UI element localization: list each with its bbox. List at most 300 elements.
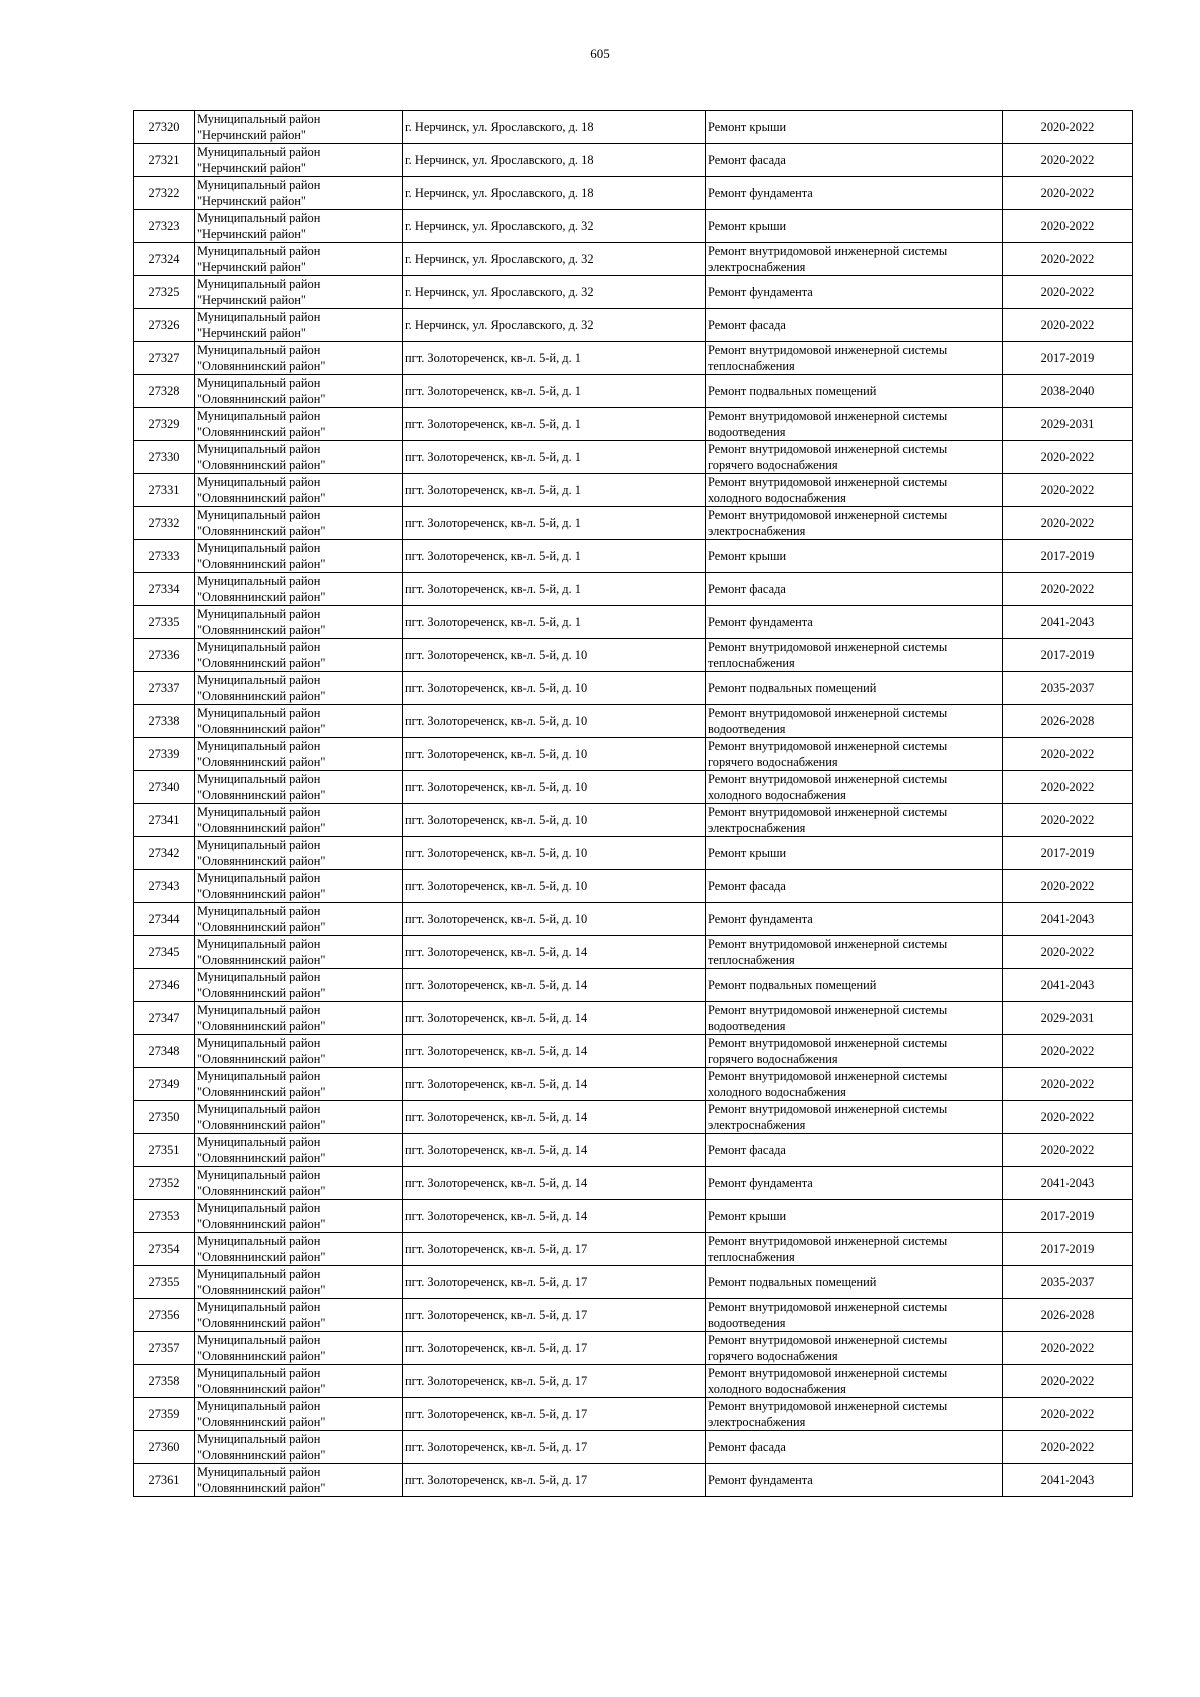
municipality-line-1: Муниципальный район — [197, 1300, 321, 1314]
municipality-cell — [195, 1035, 403, 1068]
municipality-line-1: Муниципальный район — [197, 772, 321, 786]
period-cell: 2020-2022 — [1003, 177, 1133, 210]
municipality-line-2: "Оловяннинский район" — [197, 1415, 326, 1429]
address-cell: г. Нерчинск, ул. Ярославского, д. 18 — [403, 144, 706, 177]
row-number: 27356 — [134, 1299, 195, 1332]
work-type-cell: Ремонт внутридомовой инженерной системы горячего водоснабжения — [706, 1035, 1003, 1068]
table-row — [134, 936, 1133, 969]
address-cell: пгт. Золотореченск, кв-л. 5-й, д. 17 — [403, 1299, 706, 1332]
row-number: 27345 — [134, 936, 195, 969]
municipality-line-1: Муниципальный район — [197, 1036, 321, 1050]
table-row — [134, 111, 1133, 144]
municipality-line-2: "Оловяннинский район" — [197, 1019, 326, 1033]
municipality-cell — [195, 375, 403, 408]
work-type-cell: Ремонт внутридомовой инженерной системы водоотведения — [706, 705, 1003, 738]
municipality-line-2: "Оловяннинский район" — [197, 392, 326, 406]
table-row — [134, 1167, 1133, 1200]
period-cell: 2017-2019 — [1003, 639, 1133, 672]
municipality-line-2: "Оловяннинский район" — [197, 1448, 326, 1462]
table-row — [134, 837, 1133, 870]
row-number: 27339 — [134, 738, 195, 771]
address-cell: г. Нерчинск, ул. Ярославского, д. 32 — [403, 309, 706, 342]
row-number: 27334 — [134, 573, 195, 606]
page-number: 605 — [590, 46, 610, 61]
address-cell: пгт. Золотореченск, кв-л. 5-й, д. 1 — [403, 606, 706, 639]
row-number: 27335 — [134, 606, 195, 639]
period-cell: 2041-2043 — [1003, 606, 1133, 639]
address-cell: пгт. Золотореченск, кв-л. 5-й, д. 10 — [403, 870, 706, 903]
table-row — [134, 771, 1133, 804]
municipality-line-1: Муниципальный район — [197, 475, 321, 489]
period-cell: 2017-2019 — [1003, 342, 1133, 375]
table-row — [134, 1431, 1133, 1464]
address-cell: пгт. Золотореченск, кв-л. 5-й, д. 14 — [403, 1167, 706, 1200]
municipality-line-1: Муниципальный район — [197, 970, 321, 984]
municipality-line-2: "Оловяннинский район" — [197, 1052, 326, 1066]
work-type-cell: Ремонт крыши — [706, 210, 1003, 243]
municipality-line-2: "Нерчинский район" — [197, 161, 306, 175]
work-type-cell: Ремонт крыши — [706, 1200, 1003, 1233]
period-cell: 2020-2022 — [1003, 1101, 1133, 1134]
row-number: 27347 — [134, 1002, 195, 1035]
municipality-line-1: Муниципальный район — [197, 409, 321, 423]
municipality-line-2: "Оловяннинский район" — [197, 755, 326, 769]
municipality-line-2: "Оловяннинский район" — [197, 590, 326, 604]
address-cell: пгт. Золотореченск, кв-л. 5-й, д. 17 — [403, 1398, 706, 1431]
work-type-cell: Ремонт внутридомовой инженерной системы горячего водоснабжения — [706, 1332, 1003, 1365]
period-cell: 2020-2022 — [1003, 507, 1133, 540]
municipality-cell — [195, 1134, 403, 1167]
row-number: 27337 — [134, 672, 195, 705]
municipality-cell — [195, 672, 403, 705]
address-cell: пгт. Золотореченск, кв-л. 5-й, д. 14 — [403, 936, 706, 969]
work-type-cell: Ремонт подвальных помещений — [706, 375, 1003, 408]
work-type-cell: Ремонт внутридомовой инженерной системы горячего водоснабжения — [706, 441, 1003, 474]
period-cell: 2017-2019 — [1003, 540, 1133, 573]
table-row — [134, 1332, 1133, 1365]
address-cell: пгт. Золотореченск, кв-л. 5-й, д. 1 — [403, 408, 706, 441]
period-cell: 2020-2022 — [1003, 738, 1133, 771]
municipality-cell — [195, 1101, 403, 1134]
municipality-line-1: Муниципальный район — [197, 574, 321, 588]
municipality-line-1: Муниципальный район — [197, 1003, 321, 1017]
work-type-cell: Ремонт фасада — [706, 870, 1003, 903]
municipality-line-2: "Оловяннинский район" — [197, 887, 326, 901]
period-cell: 2020-2022 — [1003, 1431, 1133, 1464]
municipality-line-1: Муниципальный район — [197, 1432, 321, 1446]
address-cell: г. Нерчинск, ул. Ярославского, д. 32 — [403, 243, 706, 276]
address-cell: пгт. Золотореченск, кв-л. 5-й, д. 10 — [403, 903, 706, 936]
municipality-cell — [195, 1398, 403, 1431]
municipality-cell — [195, 1365, 403, 1398]
table-row — [134, 1200, 1133, 1233]
period-cell: 2026-2028 — [1003, 1299, 1133, 1332]
municipality-cell — [195, 441, 403, 474]
municipality-cell — [195, 705, 403, 738]
address-cell: пгт. Золотореченск, кв-л. 5-й, д. 10 — [403, 672, 706, 705]
work-type-cell: Ремонт фасада — [706, 309, 1003, 342]
municipality-line-1: Муниципальный район — [197, 343, 321, 357]
period-cell: 2041-2043 — [1003, 1167, 1133, 1200]
period-cell: 2026-2028 — [1003, 705, 1133, 738]
municipality-line-1: Муниципальный район — [197, 1399, 321, 1413]
municipality-line-2: "Нерчинский район" — [197, 128, 306, 142]
row-number: 27344 — [134, 903, 195, 936]
municipality-cell — [195, 1002, 403, 1035]
municipality-cell — [195, 1068, 403, 1101]
municipality-cell — [195, 936, 403, 969]
period-cell: 2035-2037 — [1003, 672, 1133, 705]
municipality-cell — [195, 1167, 403, 1200]
work-type-cell: Ремонт фундамента — [706, 903, 1003, 936]
municipality-cell — [195, 573, 403, 606]
row-number: 27333 — [134, 540, 195, 573]
row-number: 27325 — [134, 276, 195, 309]
municipality-cell — [195, 111, 403, 144]
municipality-line-1: Муниципальный район — [197, 937, 321, 951]
table-row — [134, 1233, 1133, 1266]
address-cell: пгт. Золотореченск, кв-л. 5-й, д. 14 — [403, 1101, 706, 1134]
municipality-line-1: Муниципальный район — [197, 706, 321, 720]
municipality-line-1: Муниципальный район — [197, 244, 321, 258]
table-row — [134, 474, 1133, 507]
table-row — [134, 738, 1133, 771]
table-body — [134, 111, 1133, 1497]
period-cell: 2020-2022 — [1003, 441, 1133, 474]
period-cell: 2020-2022 — [1003, 573, 1133, 606]
work-type-cell: Ремонт фундамента — [706, 606, 1003, 639]
table-row — [134, 375, 1133, 408]
row-number: 27342 — [134, 837, 195, 870]
municipality-line-1: Муниципальный район — [197, 541, 321, 555]
municipality-line-2: "Оловяннинский район" — [197, 1316, 326, 1330]
municipality-line-2: "Нерчинский район" — [197, 227, 306, 241]
municipality-line-2: "Оловяннинский район" — [197, 1085, 326, 1099]
municipality-cell — [195, 1200, 403, 1233]
municipality-line-1: Муниципальный район — [197, 871, 321, 885]
municipality-cell — [195, 474, 403, 507]
period-cell: 2038-2040 — [1003, 375, 1133, 408]
municipality-line-1: Муниципальный район — [197, 805, 321, 819]
period-cell: 2017-2019 — [1003, 1233, 1133, 1266]
table-row — [134, 606, 1133, 639]
work-type-cell: Ремонт внутридомовой инженерной системы электроснабжения — [706, 804, 1003, 837]
period-cell: 2020-2022 — [1003, 474, 1133, 507]
address-cell: г. Нерчинск, ул. Ярославского, д. 18 — [403, 111, 706, 144]
work-type-cell: Ремонт фундамента — [706, 276, 1003, 309]
work-type-cell: Ремонт внутридомовой инженерной системы теплоснабжения — [706, 1233, 1003, 1266]
work-type-cell: Ремонт внутридомовой инженерной системы теплоснабжения — [706, 639, 1003, 672]
address-cell: пгт. Золотореченск, кв-л. 5-й, д. 17 — [403, 1266, 706, 1299]
municipality-cell — [195, 1464, 403, 1497]
period-cell: 2029-2031 — [1003, 1002, 1133, 1035]
row-number: 27322 — [134, 177, 195, 210]
municipality-line-1: Муниципальный район — [197, 640, 321, 654]
row-number: 27324 — [134, 243, 195, 276]
address-cell: г. Нерчинск, ул. Ярославского, д. 32 — [403, 276, 706, 309]
period-cell: 2020-2022 — [1003, 1332, 1133, 1365]
period-cell: 2041-2043 — [1003, 903, 1133, 936]
work-type-cell: Ремонт подвальных помещений — [706, 969, 1003, 1002]
municipality-cell — [195, 903, 403, 936]
municipality-cell — [195, 738, 403, 771]
municipality-line-2: "Оловяннинский район" — [197, 986, 326, 1000]
municipality-line-2: "Оловяннинский район" — [197, 854, 326, 868]
table-row — [134, 1134, 1133, 1167]
address-cell: пгт. Золотореченск, кв-л. 5-й, д. 14 — [403, 1200, 706, 1233]
municipality-line-1: Муниципальный район — [197, 1333, 321, 1347]
table-row — [134, 540, 1133, 573]
address-cell: пгт. Золотореченск, кв-л. 5-й, д. 1 — [403, 342, 706, 375]
row-number: 27341 — [134, 804, 195, 837]
row-number: 27328 — [134, 375, 195, 408]
table-row — [134, 1002, 1133, 1035]
municipality-line-1: Муниципальный район — [197, 112, 321, 126]
municipality-line-2: "Оловяннинский район" — [197, 623, 326, 637]
table-row — [134, 1101, 1133, 1134]
period-cell: 2041-2043 — [1003, 969, 1133, 1002]
period-cell: 2020-2022 — [1003, 870, 1133, 903]
municipality-cell — [195, 408, 403, 441]
work-type-cell: Ремонт подвальных помещений — [706, 672, 1003, 705]
row-number: 27336 — [134, 639, 195, 672]
period-cell: 2020-2022 — [1003, 210, 1133, 243]
row-number: 27321 — [134, 144, 195, 177]
table-row — [134, 804, 1133, 837]
municipality-line-1: Муниципальный район — [197, 277, 321, 291]
municipality-cell — [195, 606, 403, 639]
municipality-line-2: "Нерчинский район" — [197, 326, 306, 340]
municipality-cell — [195, 1233, 403, 1266]
municipality-line-2: "Оловяннинский район" — [197, 1481, 326, 1495]
work-type-cell: Ремонт внутридомовой инженерной системы холодного водоснабжения — [706, 1068, 1003, 1101]
period-cell: 2017-2019 — [1003, 1200, 1133, 1233]
table-row — [134, 1398, 1133, 1431]
municipality-line-2: "Оловяннинский район" — [197, 359, 326, 373]
municipality-cell — [195, 507, 403, 540]
municipality-line-1: Муниципальный район — [197, 1366, 321, 1380]
row-number: 27331 — [134, 474, 195, 507]
table-row — [134, 177, 1133, 210]
address-cell: пгт. Золотореченск, кв-л. 5-й, д. 10 — [403, 804, 706, 837]
municipality-line-1: Муниципальный район — [197, 673, 321, 687]
municipality-line-2: "Оловяннинский район" — [197, 425, 326, 439]
period-cell: 2020-2022 — [1003, 1365, 1133, 1398]
municipality-line-2: "Оловяннинский район" — [197, 557, 326, 571]
row-number: 27354 — [134, 1233, 195, 1266]
municipality-line-2: "Оловяннинский район" — [197, 524, 326, 538]
municipality-line-2: "Нерчинский район" — [197, 260, 306, 274]
work-type-cell: Ремонт фундамента — [706, 1464, 1003, 1497]
municipality-line-1: Муниципальный район — [197, 1267, 321, 1281]
municipality-cell — [195, 771, 403, 804]
row-number: 27340 — [134, 771, 195, 804]
period-cell: 2020-2022 — [1003, 111, 1133, 144]
period-cell: 2041-2043 — [1003, 1464, 1133, 1497]
table-row — [134, 903, 1133, 936]
address-cell: пгт. Золотореченск, кв-л. 5-й, д. 10 — [403, 771, 706, 804]
work-type-cell: Ремонт внутридомовой инженерной системы холодного водоснабжения — [706, 1365, 1003, 1398]
address-cell: пгт. Золотореченск, кв-л. 5-й, д. 14 — [403, 1134, 706, 1167]
municipality-cell — [195, 639, 403, 672]
address-cell: пгт. Золотореченск, кв-л. 5-й, д. 1 — [403, 507, 706, 540]
municipality-cell — [195, 1266, 403, 1299]
table-row — [134, 309, 1133, 342]
municipality-cell — [195, 804, 403, 837]
address-cell: пгт. Золотореченск, кв-л. 5-й, д. 1 — [403, 474, 706, 507]
municipality-cell — [195, 540, 403, 573]
municipality-line-2: "Оловяннинский район" — [197, 1118, 326, 1132]
municipality-line-2: "Оловяннинский район" — [197, 1184, 326, 1198]
municipality-cell — [195, 243, 403, 276]
row-number: 27348 — [134, 1035, 195, 1068]
address-cell: пгт. Золотореченск, кв-л. 5-й, д. 1 — [403, 441, 706, 474]
row-number: 27360 — [134, 1431, 195, 1464]
municipality-line-2: "Оловяннинский район" — [197, 656, 326, 670]
address-cell: пгт. Золотореченск, кв-л. 5-й, д. 17 — [403, 1464, 706, 1497]
work-type-cell: Ремонт внутридомовой инженерной системы электроснабжения — [706, 243, 1003, 276]
period-cell: 2020-2022 — [1003, 1068, 1133, 1101]
municipality-cell — [195, 837, 403, 870]
table-row — [134, 441, 1133, 474]
municipality-cell — [195, 210, 403, 243]
table-row — [134, 243, 1133, 276]
period-cell: 2020-2022 — [1003, 936, 1133, 969]
address-cell: пгт. Золотореченск, кв-л. 5-й, д. 17 — [403, 1332, 706, 1365]
table-row — [134, 342, 1133, 375]
work-type-cell: Ремонт фасада — [706, 573, 1003, 606]
municipality-cell — [195, 276, 403, 309]
address-cell: пгт. Золотореченск, кв-л. 5-й, д. 14 — [403, 1068, 706, 1101]
municipality-line-1: Муниципальный район — [197, 178, 321, 192]
work-type-cell: Ремонт внутридомовой инженерной системы электроснабжения — [706, 1101, 1003, 1134]
work-type-cell: Ремонт внутридомовой инженерной системы горячего водоснабжения — [706, 738, 1003, 771]
row-number: 27351 — [134, 1134, 195, 1167]
table-row — [134, 639, 1133, 672]
work-type-cell: Ремонт крыши — [706, 540, 1003, 573]
municipality-line-1: Муниципальный район — [197, 376, 321, 390]
work-type-cell: Ремонт внутридомовой инженерной системы холодного водоснабжения — [706, 771, 1003, 804]
work-type-cell: Ремонт фасада — [706, 1431, 1003, 1464]
municipality-line-1: Муниципальный район — [197, 739, 321, 753]
row-number: 27350 — [134, 1101, 195, 1134]
period-cell: 2020-2022 — [1003, 804, 1133, 837]
period-cell: 2035-2037 — [1003, 1266, 1133, 1299]
municipality-cell — [195, 1431, 403, 1464]
address-cell: пгт. Золотореченск, кв-л. 5-й, д. 1 — [403, 375, 706, 408]
municipality-cell — [195, 144, 403, 177]
municipality-line-1: Муниципальный район — [197, 310, 321, 324]
row-number: 27320 — [134, 111, 195, 144]
table-row — [134, 1464, 1133, 1497]
period-cell: 2020-2022 — [1003, 276, 1133, 309]
table-row — [134, 1365, 1133, 1398]
work-type-cell: Ремонт внутридомовой инженерной системы теплоснабжения — [706, 342, 1003, 375]
address-cell: пгт. Золотореченск, кв-л. 5-й, д. 10 — [403, 738, 706, 771]
row-number: 27357 — [134, 1332, 195, 1365]
municipality-line-2: "Оловяннинский район" — [197, 1283, 326, 1297]
municipality-line-2: "Оловяннинский район" — [197, 1382, 326, 1396]
municipality-line-1: Муниципальный район — [197, 1102, 321, 1116]
table-row — [134, 1068, 1133, 1101]
address-cell: пгт. Золотореченск, кв-л. 5-й, д. 14 — [403, 1002, 706, 1035]
table-row — [134, 870, 1133, 903]
row-number: 27361 — [134, 1464, 195, 1497]
period-cell: 2020-2022 — [1003, 1134, 1133, 1167]
municipality-line-2: "Оловяннинский район" — [197, 1250, 326, 1264]
address-cell: пгт. Золотореченск, кв-л. 5-й, д. 10 — [403, 837, 706, 870]
work-type-cell: Ремонт крыши — [706, 837, 1003, 870]
row-number: 27332 — [134, 507, 195, 540]
period-cell: 2020-2022 — [1003, 771, 1133, 804]
table-row — [134, 144, 1133, 177]
row-number: 27359 — [134, 1398, 195, 1431]
period-cell: 2020-2022 — [1003, 309, 1133, 342]
row-number: 27326 — [134, 309, 195, 342]
address-cell: г. Нерчинск, ул. Ярославского, д. 32 — [403, 210, 706, 243]
address-cell: пгт. Золотореченск, кв-л. 5-й, д. 14 — [403, 1035, 706, 1068]
row-number: 27327 — [134, 342, 195, 375]
work-type-cell: Ремонт фасада — [706, 1134, 1003, 1167]
table-row — [134, 705, 1133, 738]
municipality-line-2: "Нерчинский район" — [197, 194, 306, 208]
table-row — [134, 276, 1133, 309]
municipality-line-1: Муниципальный район — [197, 211, 321, 225]
row-number: 27352 — [134, 1167, 195, 1200]
row-number: 27330 — [134, 441, 195, 474]
municipality-line-2: "Оловяннинский район" — [197, 491, 326, 505]
row-number: 27355 — [134, 1266, 195, 1299]
table-row — [134, 969, 1133, 1002]
work-type-cell: Ремонт фундамента — [706, 177, 1003, 210]
municipality-line-1: Муниципальный район — [197, 1168, 321, 1182]
row-number: 27343 — [134, 870, 195, 903]
row-number: 27349 — [134, 1068, 195, 1101]
municipality-line-2: "Оловяннинский район" — [197, 1217, 326, 1231]
municipality-line-2: "Оловяннинский район" — [197, 722, 326, 736]
municipality-line-2: "Оловяннинский район" — [197, 1151, 326, 1165]
work-type-cell: Ремонт фундамента — [706, 1167, 1003, 1200]
work-type-cell: Ремонт внутридомовой инженерной системы водоотведения — [706, 408, 1003, 441]
municipality-cell — [195, 309, 403, 342]
municipality-line-1: Муниципальный район — [197, 1069, 321, 1083]
municipality-line-2: "Оловяннинский район" — [197, 1349, 326, 1363]
address-cell: г. Нерчинск, ул. Ярославского, д. 18 — [403, 177, 706, 210]
municipality-cell — [195, 1332, 403, 1365]
municipality-line-1: Муниципальный район — [197, 1135, 321, 1149]
municipality-line-2: "Оловяннинский район" — [197, 458, 326, 472]
table-row — [134, 408, 1133, 441]
repair-schedule-table — [133, 110, 1133, 1497]
municipality-line-2: "Оловяннинский район" — [197, 821, 326, 835]
table-row — [134, 672, 1133, 705]
period-cell: 2020-2022 — [1003, 1398, 1133, 1431]
municipality-line-2: "Оловяннинский район" — [197, 689, 326, 703]
table-row — [134, 1035, 1133, 1068]
work-type-cell: Ремонт внутридомовой инженерной системы электроснабжения — [706, 507, 1003, 540]
table-row — [134, 573, 1133, 606]
row-number: 27346 — [134, 969, 195, 1002]
address-cell: пгт. Золотореченск, кв-л. 5-й, д. 17 — [403, 1365, 706, 1398]
municipality-cell — [195, 177, 403, 210]
row-number: 27323 — [134, 210, 195, 243]
work-type-cell: Ремонт внутридомовой инженерной системы теплоснабжения — [706, 936, 1003, 969]
period-cell: 2029-2031 — [1003, 408, 1133, 441]
period-cell: 2020-2022 — [1003, 243, 1133, 276]
municipality-line-1: Муниципальный район — [197, 442, 321, 456]
period-cell: 2020-2022 — [1003, 1035, 1133, 1068]
address-cell: пгт. Золотореченск, кв-л. 5-й, д. 17 — [403, 1431, 706, 1464]
